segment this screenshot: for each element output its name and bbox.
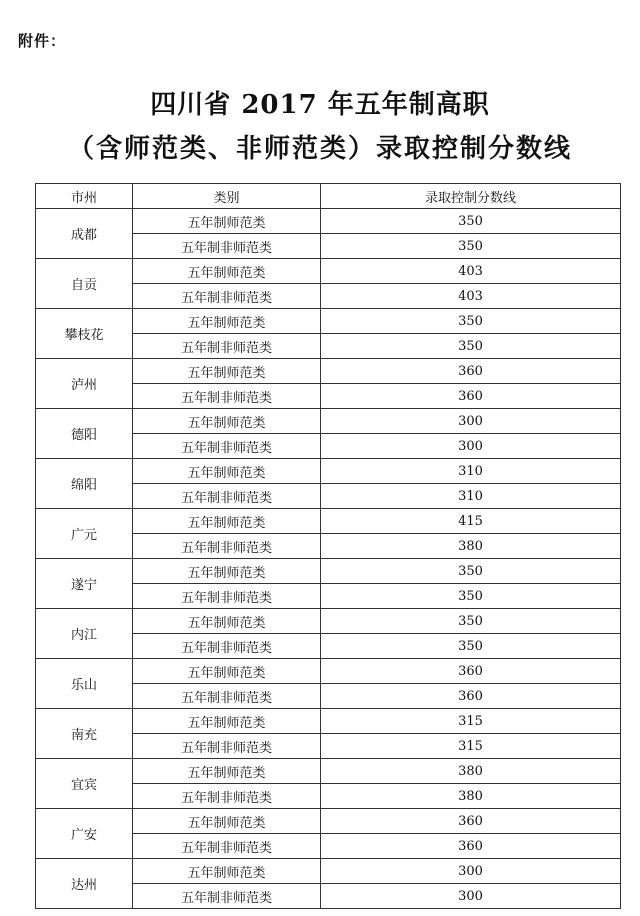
category-cell: 五年制非师范类	[133, 334, 321, 359]
score-cell: 350	[321, 559, 621, 584]
score-cell: 350	[321, 209, 621, 234]
category-cell: 五年制非师范类	[133, 534, 321, 559]
city-cell: 绵阳	[36, 459, 133, 509]
table-body	[36, 209, 621, 909]
category-cell: 五年制非师范类	[133, 734, 321, 759]
score-cell: 380	[321, 784, 621, 809]
table-row	[36, 559, 621, 584]
score-cell: 380	[321, 759, 621, 784]
category-cell: 五年制非师范类	[133, 634, 321, 659]
score-cell: 350	[321, 234, 621, 259]
category-cell: 五年制非师范类	[133, 684, 321, 709]
category-cell: 五年制非师范类	[133, 234, 321, 259]
score-cell: 350	[321, 334, 621, 359]
header-city: 市州	[36, 184, 133, 209]
score-cell: 300	[321, 859, 621, 884]
score-cell: 380	[321, 534, 621, 559]
header-score: 录取控制分数线	[321, 184, 621, 209]
score-cell: 300	[321, 434, 621, 459]
attachment-label: 附件：	[18, 32, 67, 50]
category-cell: 五年制师范类	[133, 559, 321, 584]
admission-score-table	[35, 183, 621, 909]
score-cell: 315	[321, 734, 621, 759]
score-cell: 350	[321, 634, 621, 659]
city-cell: 宜宾	[36, 759, 133, 809]
category-cell: 五年制师范类	[133, 409, 321, 434]
category-cell: 五年制师范类	[133, 609, 321, 634]
table-row	[36, 309, 621, 334]
score-cell: 315	[321, 709, 621, 734]
city-cell: 遂宁	[36, 559, 133, 609]
city-cell: 泸州	[36, 359, 133, 409]
table-row	[36, 259, 621, 284]
score-cell: 360	[321, 809, 621, 834]
score-cell: 350	[321, 584, 621, 609]
score-cell: 360	[321, 659, 621, 684]
category-cell: 五年制非师范类	[133, 884, 321, 909]
document-title-line2: （含师范类、非师范类）录取控制分数线	[67, 134, 572, 164]
table-row	[36, 859, 621, 884]
score-cell: 403	[321, 259, 621, 284]
category-cell: 五年制非师范类	[133, 584, 321, 609]
table-row	[36, 759, 621, 784]
score-cell: 350	[321, 309, 621, 334]
header-category: 类别	[133, 184, 321, 209]
score-cell: 360	[321, 384, 621, 409]
document-title-line1: 四川省 2017 年五年制高职	[150, 90, 490, 120]
table-row	[36, 409, 621, 434]
category-cell: 五年制师范类	[133, 759, 321, 784]
city-cell: 南充	[36, 709, 133, 759]
table-row	[36, 359, 621, 384]
category-cell: 五年制师范类	[133, 509, 321, 534]
table-header-row	[36, 184, 621, 209]
category-cell: 五年制师范类	[133, 709, 321, 734]
city-cell: 德阳	[36, 409, 133, 459]
score-cell: 403	[321, 284, 621, 309]
table-row	[36, 659, 621, 684]
category-cell: 五年制师范类	[133, 209, 321, 234]
category-cell: 五年制非师范类	[133, 834, 321, 859]
category-cell: 五年制非师范类	[133, 484, 321, 509]
city-cell: 乐山	[36, 659, 133, 709]
score-cell: 415	[321, 509, 621, 534]
table-row	[36, 459, 621, 484]
score-cell: 360	[321, 684, 621, 709]
category-cell: 五年制师范类	[133, 459, 321, 484]
category-cell: 五年制师范类	[133, 309, 321, 334]
score-cell: 310	[321, 484, 621, 509]
category-cell: 五年制非师范类	[133, 784, 321, 809]
city-cell: 广元	[36, 509, 133, 559]
category-cell: 五年制师范类	[133, 809, 321, 834]
city-cell: 自贡	[36, 259, 133, 309]
table-row	[36, 609, 621, 634]
score-cell: 310	[321, 459, 621, 484]
city-cell: 成都	[36, 209, 133, 259]
score-cell: 350	[321, 609, 621, 634]
category-cell: 五年制师范类	[133, 359, 321, 384]
score-cell: 300	[321, 409, 621, 434]
table-row	[36, 209, 621, 234]
city-cell: 广安	[36, 809, 133, 859]
category-cell: 五年制师范类	[133, 259, 321, 284]
score-cell: 360	[321, 359, 621, 384]
category-cell: 五年制非师范类	[133, 384, 321, 409]
table-row	[36, 709, 621, 734]
score-cell: 300	[321, 884, 621, 909]
score-cell: 360	[321, 834, 621, 859]
city-cell: 内江	[36, 609, 133, 659]
category-cell: 五年制非师范类	[133, 284, 321, 309]
category-cell: 五年制师范类	[133, 859, 321, 884]
city-cell: 攀枝花	[36, 309, 133, 359]
city-cell: 达州	[36, 859, 133, 909]
category-cell: 五年制师范类	[133, 659, 321, 684]
table-row	[36, 509, 621, 534]
category-cell: 五年制非师范类	[133, 434, 321, 459]
table-row	[36, 809, 621, 834]
